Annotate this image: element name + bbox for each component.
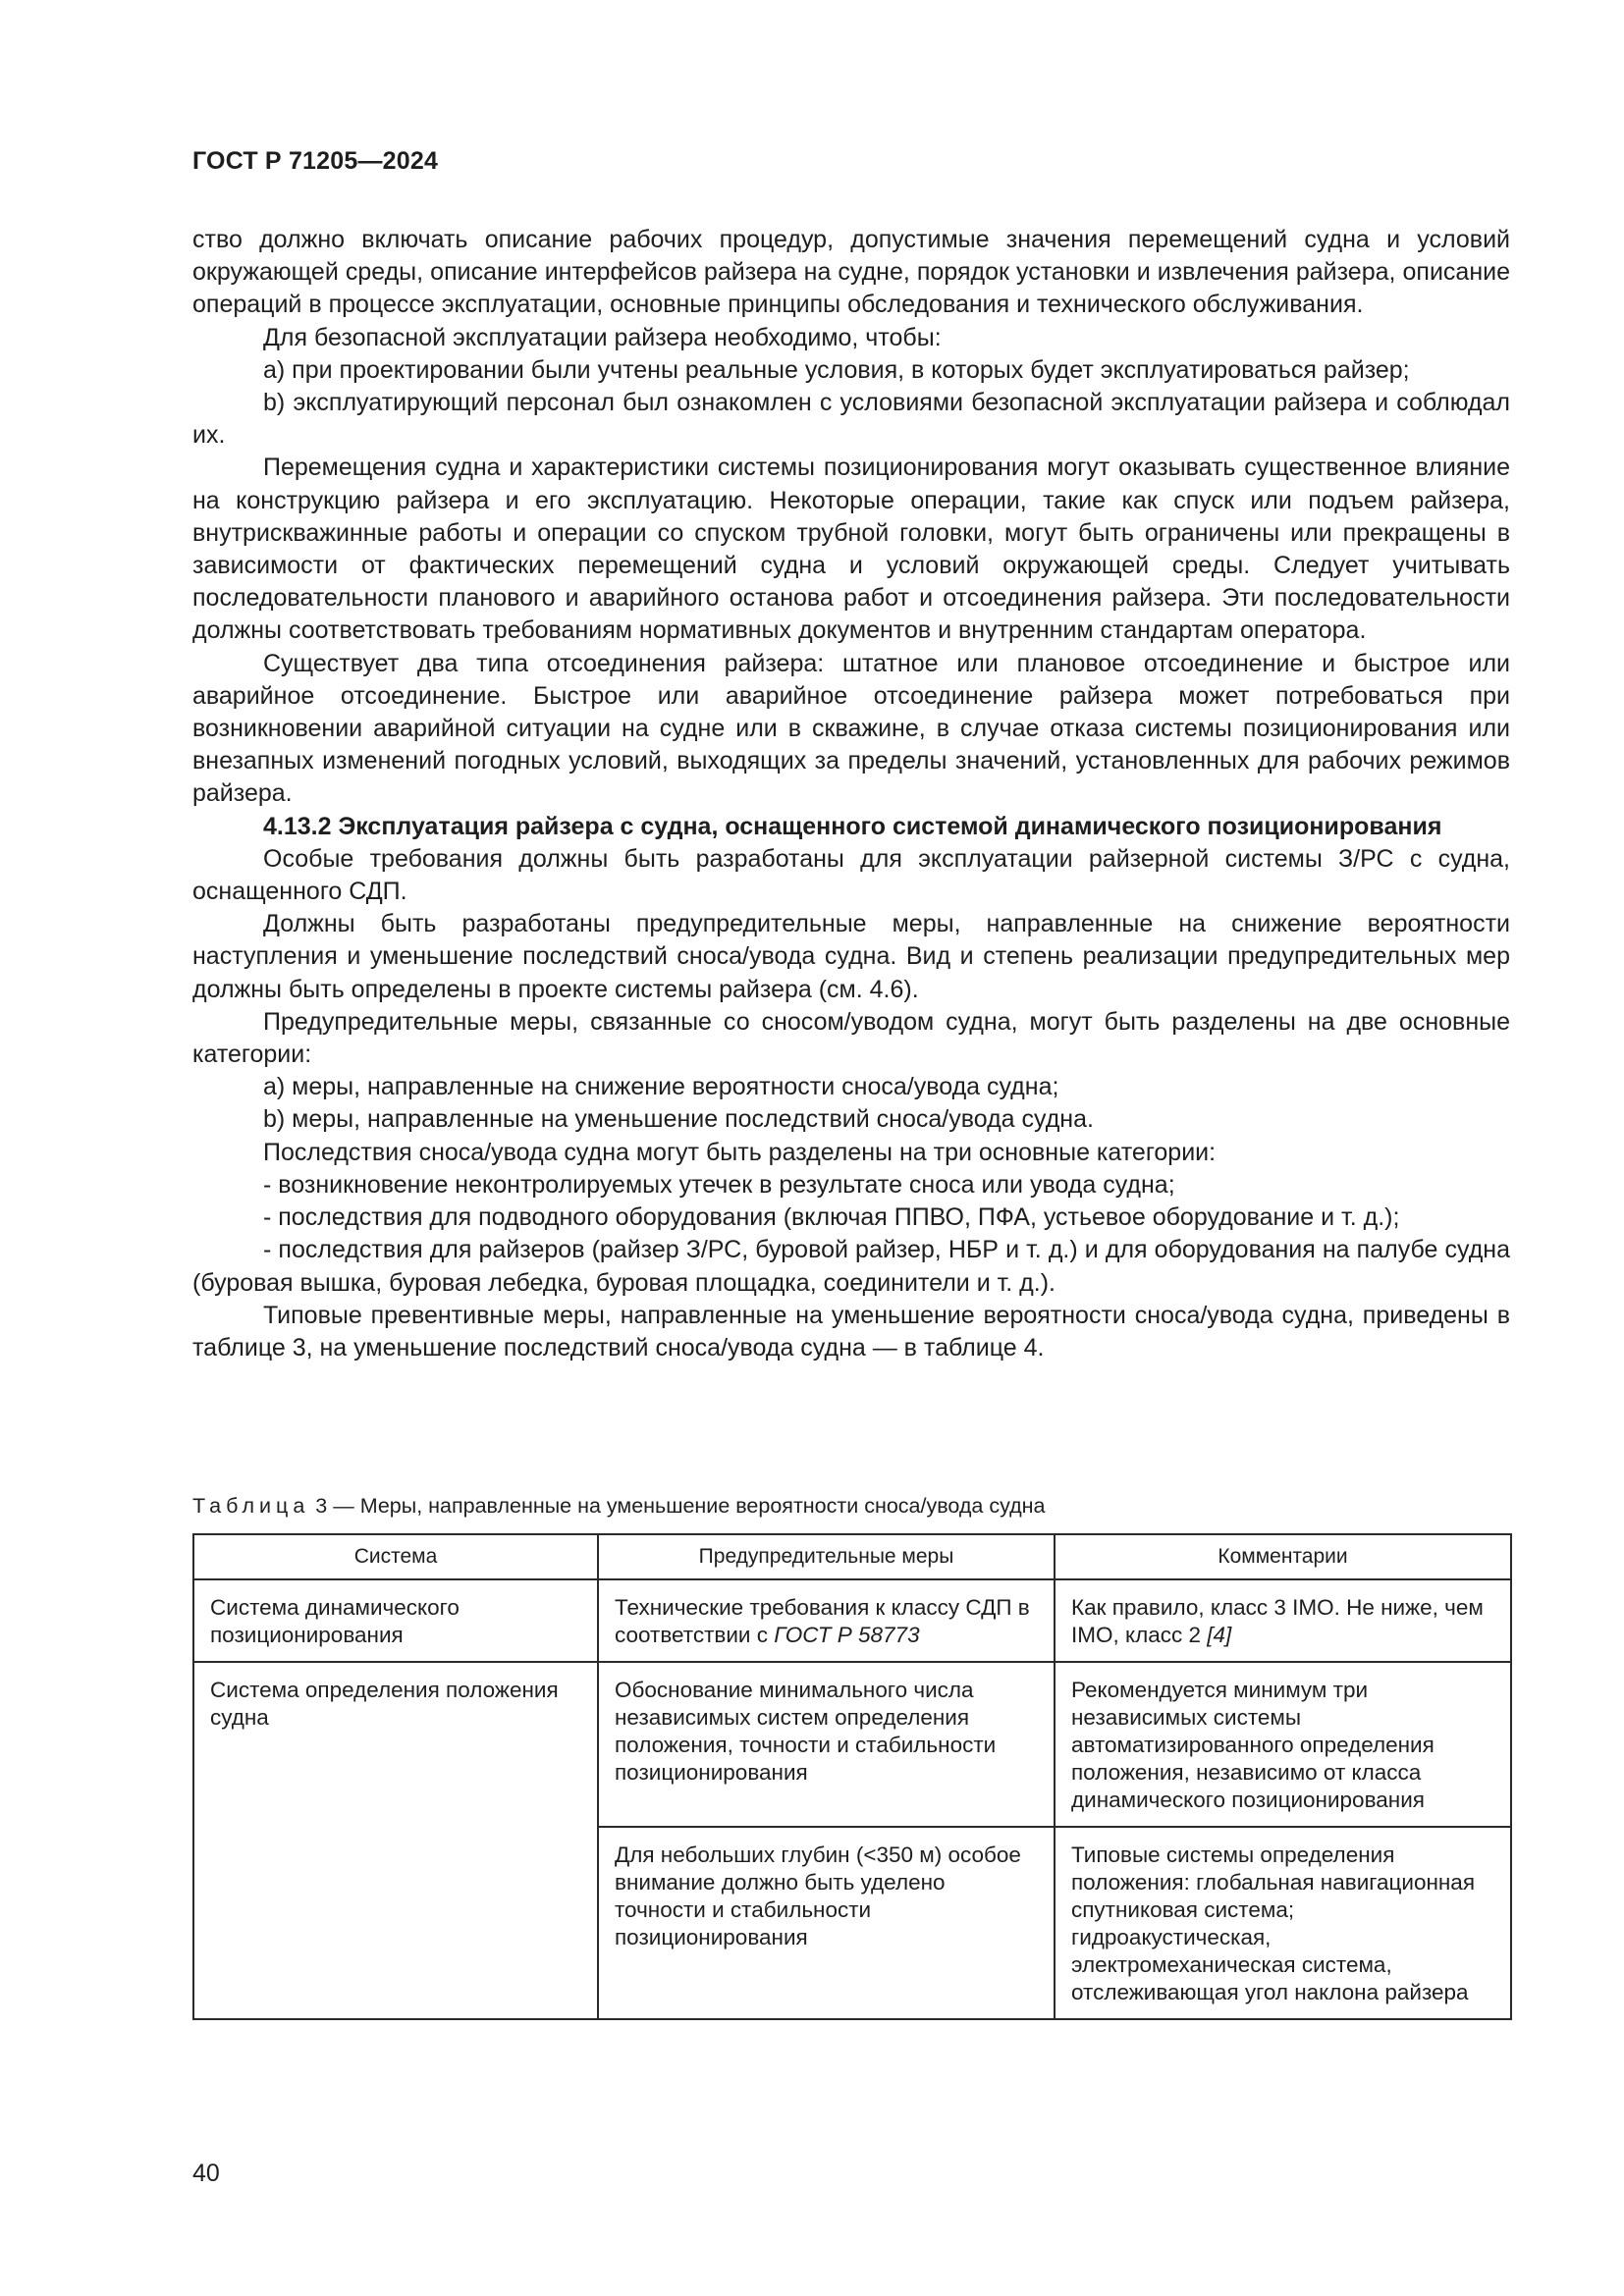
paragraph: Последствия сноса/увода судна могут быть разделены на три основные категории: [263, 1138, 1217, 1166]
paragraph: Существует два типа отсоединения райзера: штатное или плановое отсоединение и быстрое или аварийное отсоединение. Быстрое или аварийное отсоединение райзера может потребоваться при возникновении аварийной ситуации на судне или в скважине, в случае отказа системы позиционирования или внезапных изменений погодных условий, выходящих за пределы значений, установленных для рабочих режимов райзера. [192, 649, 1510, 808]
paragraph: ство должно включать описание рабочих процедур, допустимые значения перемещений судна и условий окружающей среды, описание интерфейсов райзера на судне, порядок установки и извлечения райзера, описание операций в процессе эксплуатации, основные принципы обследования и технического обслуживания. [192, 226, 1510, 319]
cell-system: Система определения положения судна [193, 1662, 598, 2019]
cell-measure: Для небольших глубин (<350 м) особое внимание должно быть уделено точности и стабильности позиционирования [598, 1827, 1055, 2019]
list-item: - последствия для райзеров (райзер З/РС, буровой райзер, НБР и т. д.) и для оборудования на палубе судна (буровая вышка, буровая лебедка, буровая площадка, соединители и т. д.). [192, 1236, 1510, 1297]
table-caption-label: Таблица [192, 1494, 310, 1518]
list-item: a) при проектировании были учтены реальные условия, в которых будет эксплуатироваться райзер; [263, 355, 1410, 384]
paragraph: Для безопасной эксплуатации райзера необходимо, чтобы: [263, 323, 942, 351]
list-item: b) меры, направленные на уменьшение последствий сноса/увода судна. [263, 1105, 1094, 1134]
table-caption [192, 1494, 1046, 1519]
cell-system: Система динамического позиционирования [193, 1579, 598, 1662]
measures-table [192, 1533, 1512, 2020]
table-caption-text: 3 — Меры, направленные на уменьшение вероятности сноса/увода судна [309, 1494, 1046, 1518]
paragraph: Типовые превентивные меры, направленные на уменьшение вероятности сноса/увода судна, приведены в таблице 3, на уменьшение последствий сноса/увода судна — в таблице 4. [192, 1301, 1510, 1362]
column-header-measures: Предупредительные меры [598, 1534, 1055, 1579]
cell-comment: Рекомендуется минимум три независимых системы автоматизированного определения положения, независимо от класса динамического позиционирования [1055, 1662, 1511, 1827]
cell-text: Как правило, класс 3 IMO. Не ниже, чем IMO, класс 2 [1071, 1595, 1484, 1647]
paragraph: Должны быть разработаны предупредительные меры, направленные на снижение вероятности наступления и уменьшение последствий сноса/увода судна. Вид и степень реализации предупредительных мер должны быть определены в проекте системы райзера (см. 4.6). [192, 910, 1510, 1003]
table-header-row [193, 1534, 1511, 1579]
cell-measure [598, 1579, 1055, 1662]
column-header-comments: Комментарии [1055, 1534, 1511, 1579]
list-item: - последствия для подводного оборудования (включая ППВО, ПФА, устьевое оборудование и т. д.); [263, 1203, 1400, 1232]
list-item: a) меры, направленные на снижение вероятности сноса/увода судна; [263, 1073, 1059, 1101]
paragraph: Особые требования должны быть разработаны для эксплуатации райзерной системы З/РС с судна, оснащенного СДП. [192, 844, 1510, 906]
column-header-system: Система [193, 1534, 598, 1579]
document-header: ГОСТ Р 71205—2024 [192, 147, 439, 175]
bibliography-reference: [4] [1207, 1623, 1232, 1647]
paragraph: Перемещения судна и характеристики системы позиционирования могут оказывать существенное влияние на конструкцию райзера и его эксплуатацию. Некоторые операции, такие как спуск или подъем райзера, внутрискважинные работы и операции со спуском трубной головки, могут быть ограничены или прекращены в зависимости от фактических перемещений судна и условий окружающей среды. Следует учитывать последовательности планового и аварийного останова работ и отсоединения райзера. Эти последовательности должны соответствовать требованиям нормативных документов и внутренним стандартам оператора. [192, 454, 1510, 645]
section-heading: 4.13.2 Эксплуатация райзера с судна, оснащенного системой динамического позиционирования [263, 812, 1442, 840]
list-item: b) эксплуатирующий персонал был ознакомлен с условиями безопасной эксплуатации райзера и соблюдал их. [192, 389, 1510, 450]
table-row [193, 1662, 1511, 1827]
cell-comment [1055, 1579, 1511, 1662]
table-row [193, 1579, 1511, 1662]
standard-reference: ГОСТ Р 58773 [774, 1623, 920, 1647]
cell-text: Технические требования к классу СДП в соответствии с [615, 1595, 1030, 1647]
page-number: 40 [192, 2160, 220, 2187]
list-item: - возникновение неконтролируемых утечек в результате сноса или увода судна; [263, 1170, 1175, 1199]
cell-measure: Обоснование минимального числа независимых систем определения положения, точности и стабильности позиционирования [598, 1662, 1055, 1827]
cell-comment: Типовые системы определения положения: глобальная навигационная спутниковая система; гидроакустическая, электромеханическая система, отслеживающая угол наклона райзера [1055, 1827, 1511, 2019]
body-text [192, 224, 1510, 1364]
paragraph: Предупредительные меры, связанные со сносом/уводом судна, могут быть разделены на две основные категории: [192, 1007, 1510, 1069]
